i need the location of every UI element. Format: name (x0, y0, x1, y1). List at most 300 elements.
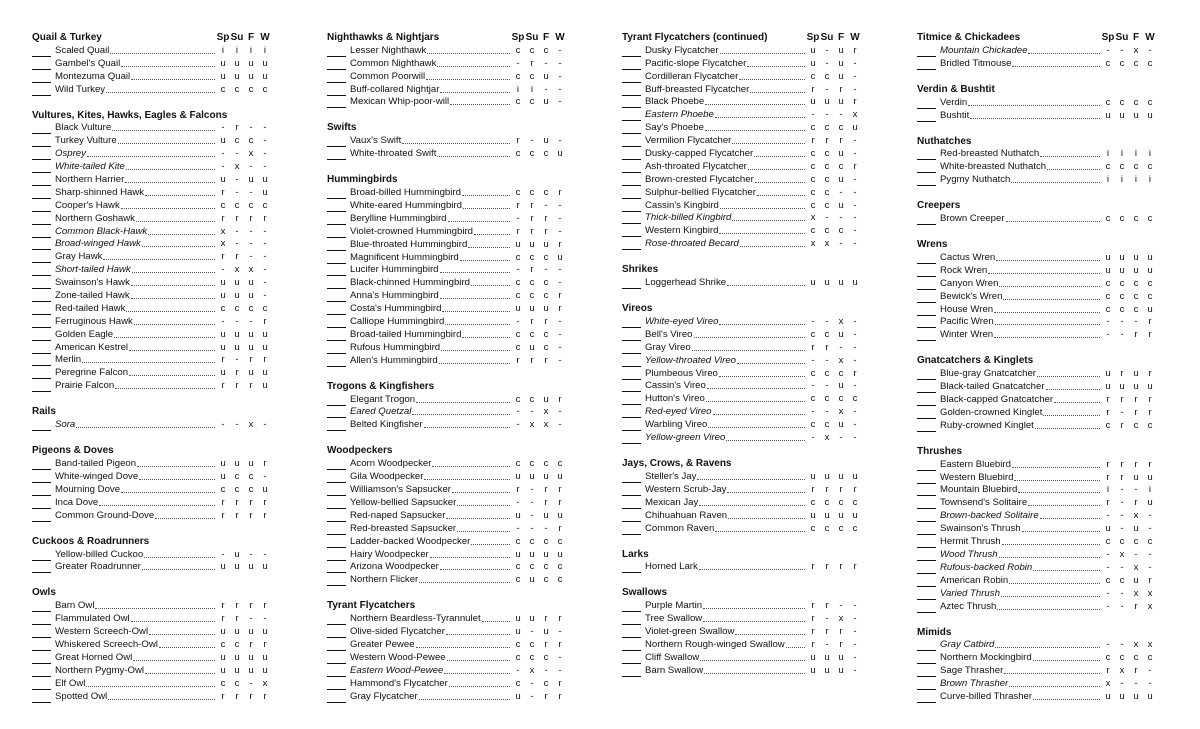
checkbox-blank[interactable] (327, 576, 346, 586)
checkbox-blank[interactable] (32, 460, 51, 470)
checkbox-blank[interactable] (917, 499, 936, 509)
checkbox-blank[interactable] (917, 603, 936, 613)
checkbox-blank[interactable] (327, 396, 346, 406)
checkbox-blank[interactable] (917, 693, 936, 703)
species-name: Wild Turkey (55, 83, 106, 95)
abundance-code: u (220, 290, 226, 302)
checkbox-blank[interactable] (622, 214, 641, 224)
checkbox-blank[interactable] (327, 486, 346, 496)
checkbox-blank[interactable] (327, 628, 346, 638)
checkbox-blank[interactable] (327, 137, 346, 147)
section-title: Vultures, Kites, Hawks, Eagles & Falcons (32, 109, 228, 121)
checkbox-blank[interactable] (622, 473, 641, 483)
checkbox-blank[interactable] (32, 189, 51, 199)
checkbox-blank[interactable] (327, 318, 346, 328)
checkbox-blank[interactable] (917, 461, 936, 471)
abundance-code: - (853, 212, 857, 224)
abundance-code: c (810, 367, 816, 379)
checkbox-blank[interactable] (327, 667, 346, 677)
checkbox-blank[interactable] (917, 280, 936, 290)
abundance-code: c (248, 83, 254, 95)
abundance-code: u (248, 174, 254, 186)
checkbox-blank[interactable] (32, 318, 51, 328)
abundance-code: r (235, 600, 239, 612)
species-name: Curve-billed Thrasher (940, 690, 1033, 702)
checkbox-blank[interactable] (917, 318, 936, 328)
abundance-code: - (853, 70, 857, 82)
checkbox-blank[interactable] (622, 111, 641, 121)
checkbox-blank[interactable] (622, 641, 641, 651)
checkbox-blank[interactable] (917, 370, 936, 380)
checkbox-blank[interactable] (327, 680, 346, 690)
checkbox-blank[interactable] (622, 602, 641, 612)
checkbox-blank[interactable] (32, 331, 51, 341)
checkbox-blank[interactable] (32, 641, 51, 651)
species-row (32, 263, 272, 276)
abundance-code: c (234, 483, 240, 495)
abundance-code: u (1133, 264, 1139, 276)
abundance-codes (806, 96, 862, 108)
checkbox-blank[interactable] (917, 680, 936, 690)
checkbox-blank[interactable] (917, 254, 936, 264)
abundance-codes (216, 652, 272, 664)
checkbox-blank[interactable] (327, 641, 346, 651)
checkbox-blank[interactable] (327, 228, 346, 238)
checkbox-blank[interactable] (622, 98, 641, 108)
checkbox-blank[interactable] (622, 563, 641, 573)
section-header (622, 547, 862, 560)
checkbox-blank[interactable] (917, 306, 936, 316)
species-row (622, 367, 862, 380)
checkbox-blank[interactable] (327, 525, 346, 535)
abundance-code: u (1105, 381, 1111, 393)
checkbox-blank[interactable] (917, 654, 936, 664)
abundance-code: - (1120, 44, 1124, 56)
checkbox-blank[interactable] (32, 176, 51, 186)
species-row (622, 224, 862, 237)
checkbox-blank[interactable] (32, 305, 51, 315)
abundance-code: - (235, 225, 239, 237)
abundance-code: c (838, 496, 844, 508)
checkbox-blank[interactable] (32, 47, 51, 57)
checkbox-blank[interactable] (327, 538, 346, 548)
checkbox-blank[interactable] (327, 563, 346, 573)
checkbox-blank[interactable] (32, 654, 51, 664)
checkbox-blank[interactable] (327, 654, 346, 664)
checkbox-blank[interactable] (622, 525, 641, 535)
checkbox-blank[interactable] (32, 253, 51, 263)
dot-leader (713, 414, 806, 415)
species-name: Sage Thrasher (940, 665, 1004, 677)
checkbox-blank[interactable] (622, 163, 641, 173)
species-name: Western Scrub-Jay (645, 483, 727, 495)
checkbox-blank[interactable] (327, 292, 346, 302)
dot-leader (449, 686, 510, 687)
checkbox-blank[interactable] (327, 421, 346, 431)
species-name-wrap (645, 96, 806, 108)
abundance-code: - (825, 354, 829, 366)
checkbox-blank[interactable] (327, 344, 346, 354)
checkbox-blank[interactable] (327, 254, 346, 264)
checkbox-blank[interactable] (622, 318, 641, 328)
abundance-code: x (810, 212, 816, 224)
species-name: Western Wood-Pewee (350, 651, 446, 663)
species-row (327, 186, 567, 199)
species-name-wrap (940, 639, 1101, 651)
season-header: W (555, 32, 565, 43)
abundance-codes (216, 290, 272, 302)
checkbox-blank[interactable] (32, 356, 51, 366)
species-name: Golden-crowned Kinglet (940, 406, 1043, 418)
species-name-wrap (645, 613, 806, 625)
abundance-code: - (558, 264, 562, 276)
checkbox-blank[interactable] (917, 590, 936, 600)
abundance-codes (806, 380, 862, 392)
checkbox-blank[interactable] (32, 693, 51, 703)
abundance-code: - (839, 600, 843, 612)
abundance-code: u (1133, 381, 1139, 393)
species-row (327, 457, 567, 470)
checkbox-blank[interactable] (32, 667, 51, 677)
checkbox-blank[interactable] (327, 499, 346, 509)
checkbox-blank[interactable] (32, 473, 51, 483)
checkbox-blank[interactable] (327, 98, 346, 108)
checkbox-blank[interactable] (32, 279, 51, 289)
checkbox-blank[interactable] (622, 382, 641, 392)
checkbox-blank[interactable] (622, 279, 641, 289)
section-title: Wrens (917, 239, 948, 251)
abundance-code: - (853, 613, 857, 625)
checkbox-blank[interactable] (622, 512, 641, 522)
species-name-wrap (55, 626, 216, 638)
species-name-wrap (55, 187, 216, 199)
abundance-code: r (1134, 497, 1138, 509)
abundance-code: - (825, 613, 829, 625)
checkbox-blank[interactable] (917, 60, 936, 70)
species-name-wrap (350, 665, 511, 677)
checkbox-blank[interactable] (622, 370, 641, 380)
checkbox-blank[interactable] (622, 434, 641, 444)
checkbox-blank[interactable] (327, 512, 346, 522)
checkbox-blank[interactable] (32, 86, 51, 96)
checkbox-blank[interactable] (917, 512, 936, 522)
abundance-code: c (515, 44, 521, 56)
dot-leader (437, 156, 510, 157)
abundance-code: c (529, 277, 535, 289)
checkbox-blank[interactable] (327, 215, 346, 225)
checkbox-blank[interactable] (327, 551, 346, 561)
checkbox-blank[interactable] (32, 628, 51, 638)
checkbox-blank[interactable] (917, 112, 936, 122)
species-row (917, 57, 1157, 70)
checkbox-blank[interactable] (32, 551, 51, 561)
dot-leader (1014, 480, 1100, 481)
checkbox-blank[interactable] (32, 124, 51, 134)
checkbox-blank[interactable] (622, 667, 641, 677)
abundance-code: r (516, 354, 520, 366)
abundance-codes (1101, 678, 1157, 690)
abundance-code: u (1133, 690, 1139, 702)
species-name-wrap (55, 497, 216, 509)
checkbox-blank[interactable] (622, 86, 641, 96)
checkbox-blank[interactable] (32, 215, 51, 225)
abundance-code: - (263, 251, 267, 263)
checkbox-blank[interactable] (32, 563, 51, 573)
abundance-code: u (234, 548, 240, 560)
species-name: Cactus Wren (940, 252, 996, 264)
checkbox-blank[interactable] (622, 486, 641, 496)
species-name-wrap (350, 536, 511, 548)
checkbox-blank[interactable] (32, 486, 51, 496)
abundance-code: u (262, 664, 268, 676)
abundance-codes (806, 368, 862, 380)
checkbox-blank[interactable] (622, 331, 641, 341)
abundance-code: u (838, 173, 844, 185)
abundance-code: c (1119, 574, 1125, 586)
checkbox-blank[interactable] (327, 473, 346, 483)
checkbox-blank[interactable] (327, 86, 346, 96)
checkbox-blank[interactable] (917, 215, 936, 225)
checkbox-blank[interactable] (327, 460, 346, 470)
checkbox-blank[interactable] (917, 474, 936, 484)
checkbox-blank[interactable] (32, 344, 51, 354)
checkbox-blank[interactable] (327, 266, 346, 276)
checkbox-blank[interactable] (32, 499, 51, 509)
abundance-code: u (220, 664, 226, 676)
checkbox-blank[interactable] (327, 73, 346, 83)
abundance-code: - (1106, 548, 1110, 560)
checkbox-blank[interactable] (622, 408, 641, 418)
section-title: Gnatcatchers & Kinglets (917, 355, 1034, 367)
abundance-code: r (263, 600, 267, 612)
abundance-codes (216, 613, 272, 625)
checkbox-blank[interactable] (622, 60, 641, 70)
abundance-codes (1101, 575, 1157, 587)
abundance-codes (216, 200, 272, 212)
species-row (622, 276, 862, 289)
abundance-code: u (838, 277, 844, 289)
abundance-code: r (544, 212, 548, 224)
species-name-wrap (55, 652, 216, 664)
checkbox-blank[interactable] (622, 357, 641, 367)
checkbox-blank[interactable] (917, 641, 936, 651)
abundance-code: c (1147, 277, 1153, 289)
species-name-wrap (645, 148, 806, 160)
species-row (622, 496, 862, 509)
checkbox-blank[interactable] (32, 266, 51, 276)
species-row (917, 496, 1157, 509)
checkbox-blank[interactable] (917, 422, 936, 432)
checkbox-blank[interactable] (32, 240, 51, 250)
abundance-code: - (530, 522, 534, 534)
checkbox-blank[interactable] (917, 99, 936, 109)
species-row (622, 651, 862, 664)
checkbox-blank[interactable] (327, 202, 346, 212)
checkbox-blank[interactable] (917, 538, 936, 548)
dot-leader (144, 557, 215, 558)
checkbox-blank[interactable] (917, 551, 936, 561)
species-name: Mexican Jay (645, 496, 699, 508)
abundance-code: - (558, 354, 562, 366)
checkbox-blank[interactable] (32, 60, 51, 70)
checkbox-blank[interactable] (917, 150, 936, 160)
species-name-wrap (940, 459, 1101, 471)
checkbox-blank[interactable] (622, 240, 641, 250)
checkbox-blank[interactable] (32, 382, 51, 392)
checkbox-blank[interactable] (622, 227, 641, 237)
family-section (32, 534, 272, 574)
species-row (917, 264, 1157, 277)
checkbox-blank[interactable] (917, 47, 936, 57)
checkbox-blank[interactable] (622, 189, 641, 199)
checkbox-blank[interactable] (32, 615, 51, 625)
checkbox-blank[interactable] (622, 137, 641, 147)
species-name-wrap (940, 381, 1101, 393)
species-row (917, 651, 1157, 664)
species-name: Scaled Quail (55, 44, 110, 56)
abundance-code: c (1133, 57, 1139, 69)
checkbox-blank[interactable] (327, 150, 346, 160)
abundance-code: c (515, 677, 521, 689)
checkbox-blank[interactable] (327, 408, 346, 418)
checkbox-blank[interactable] (917, 331, 936, 341)
species-name: Greater Pewee (350, 638, 415, 650)
checkbox-blank[interactable] (917, 667, 936, 677)
abundance-code: - (1134, 678, 1138, 690)
dot-leader (705, 104, 805, 105)
checkbox-blank[interactable] (622, 344, 641, 354)
abundance-code: c (810, 419, 816, 431)
abundance-code: u (543, 135, 549, 147)
abundance-code: r (811, 600, 815, 612)
species-name: Mexican Whip-poor-will (350, 96, 450, 108)
checkbox-blank[interactable] (622, 176, 641, 186)
section-header (327, 120, 567, 133)
abundance-code: c (810, 225, 816, 237)
checkbox-blank[interactable] (622, 499, 641, 509)
checkbox-blank[interactable] (917, 176, 936, 186)
species-row (327, 677, 567, 690)
abundance-code: u (1147, 690, 1153, 702)
species-name: Sharp-shinned Hawk (55, 186, 145, 198)
abundance-code: - (839, 238, 843, 250)
checkbox-blank[interactable] (917, 577, 936, 587)
checkbox-blank[interactable] (32, 137, 51, 147)
checkbox-blank[interactable] (917, 525, 936, 535)
checkbox-blank[interactable] (327, 47, 346, 57)
checkbox-blank[interactable] (327, 305, 346, 315)
dot-leader (704, 673, 805, 674)
checkbox-blank[interactable] (622, 124, 641, 134)
checkbox-blank[interactable] (622, 654, 641, 664)
species-name-wrap (55, 122, 216, 134)
checkbox-blank[interactable] (622, 615, 641, 625)
checkbox-blank[interactable] (327, 279, 346, 289)
abundance-code: c (810, 328, 816, 340)
checkbox-blank[interactable] (622, 150, 641, 160)
section-title: Quail & Turkey (32, 32, 102, 43)
checkbox-blank[interactable] (32, 512, 51, 522)
checkbox-blank[interactable] (327, 189, 346, 199)
checkbox-blank[interactable] (32, 202, 51, 212)
species-name-wrap (645, 380, 806, 392)
checkbox-blank[interactable] (917, 396, 936, 406)
checkbox-blank[interactable] (327, 60, 346, 70)
checkbox-blank[interactable] (622, 202, 641, 212)
family-section (32, 585, 272, 702)
checkbox-blank[interactable] (327, 615, 346, 625)
checkbox-blank[interactable] (917, 163, 936, 173)
abundance-codes (1101, 459, 1157, 471)
species-name-wrap (645, 355, 806, 367)
checkbox-blank[interactable] (32, 369, 51, 379)
checkbox-blank[interactable] (622, 628, 641, 638)
checkbox-blank[interactable] (917, 486, 936, 496)
checkbox-blank[interactable] (622, 47, 641, 57)
checkbox-blank[interactable] (327, 241, 346, 251)
checkbox-blank[interactable] (327, 693, 346, 703)
species-name-wrap (940, 665, 1101, 677)
species-name-wrap (55, 200, 216, 212)
abundance-code: c (529, 70, 535, 82)
checkbox-blank[interactable] (32, 150, 51, 160)
checkbox-blank[interactable] (622, 421, 641, 431)
checkbox-blank[interactable] (622, 395, 641, 405)
checkbox-blank[interactable] (32, 292, 51, 302)
dot-leader (103, 259, 215, 260)
species-name-wrap (645, 212, 806, 224)
dot-leader (754, 156, 805, 157)
checkbox-blank[interactable] (32, 73, 51, 83)
checkbox-blank[interactable] (32, 163, 51, 173)
abundance-code: u (262, 367, 268, 379)
abundance-code: u (810, 651, 816, 663)
checkbox-blank[interactable] (917, 293, 936, 303)
abundance-code: c (810, 122, 816, 134)
abundance-code: c (515, 561, 521, 573)
checkbox-blank[interactable] (32, 602, 51, 612)
species-name: Common Nighthawk (350, 57, 437, 69)
species-name: Calliope Hummingbird (350, 316, 445, 328)
species-name: Rock Wren (940, 264, 988, 276)
abundance-code: c (220, 199, 226, 211)
species-name: Say's Phoebe (645, 122, 704, 134)
abundance-codes (1101, 278, 1157, 290)
checkbox-blank[interactable] (917, 267, 936, 277)
checkbox-blank[interactable] (917, 383, 936, 393)
checkbox-blank[interactable] (32, 421, 51, 431)
abundance-codes (1101, 291, 1157, 303)
checkbox-blank[interactable] (32, 680, 51, 690)
checkbox-blank[interactable] (622, 73, 641, 83)
abundance-code: - (249, 238, 253, 250)
dot-leader (440, 298, 510, 299)
species-name-wrap (55, 213, 216, 225)
checkbox-blank[interactable] (327, 357, 346, 367)
checkbox-blank[interactable] (32, 228, 51, 238)
section-header (32, 585, 272, 598)
species-row (32, 366, 272, 379)
abundance-code: u (248, 277, 254, 289)
checkbox-blank[interactable] (917, 409, 936, 419)
checkbox-blank[interactable] (327, 331, 346, 341)
species-name-wrap (55, 264, 216, 276)
checkbox-blank[interactable] (917, 564, 936, 574)
species-name-wrap (350, 329, 511, 341)
abundance-code: u (248, 341, 254, 353)
abundance-codes (511, 226, 567, 238)
abundance-code: c (1119, 277, 1125, 289)
